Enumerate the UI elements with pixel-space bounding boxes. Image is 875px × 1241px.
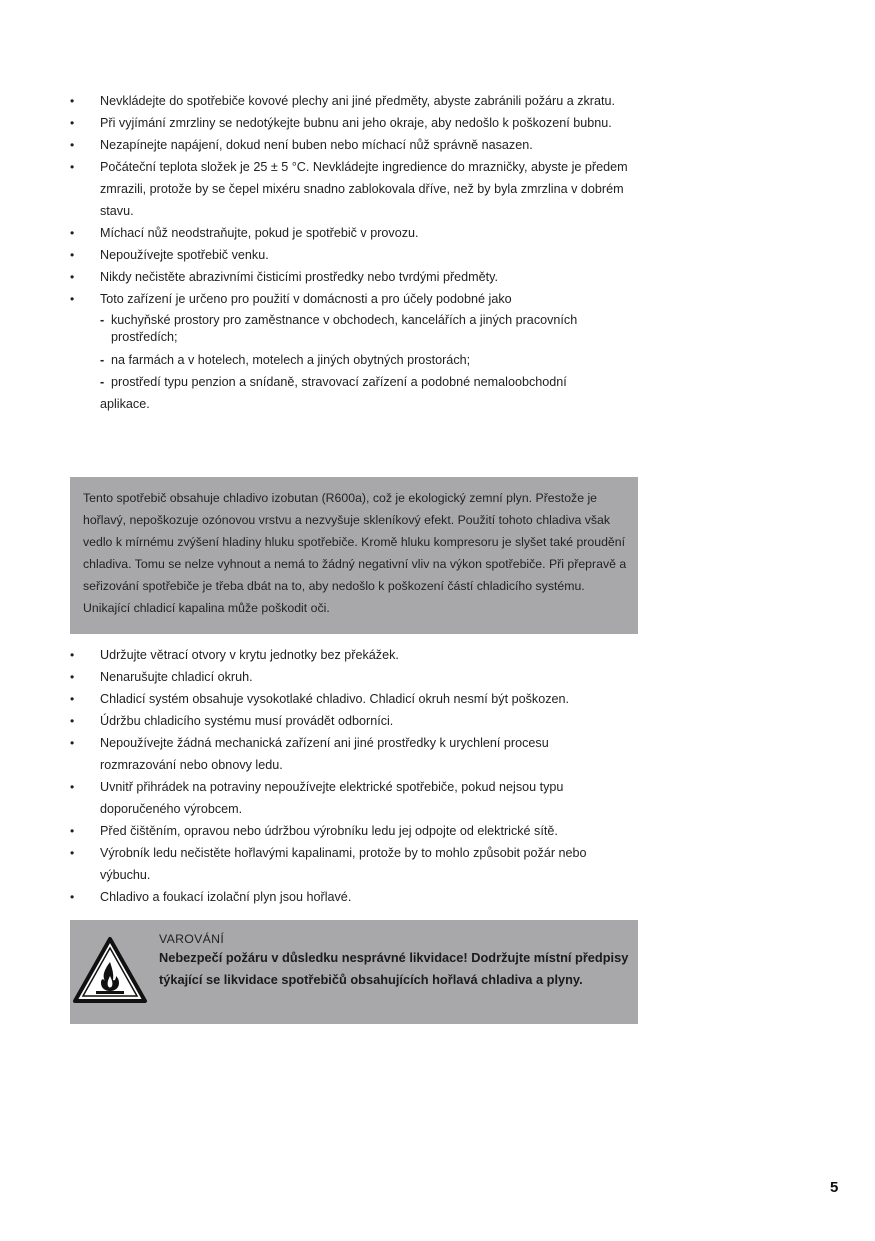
- dash: -: [100, 313, 105, 327]
- list-item-text: Nenarušujte chladicí okruh.: [100, 670, 253, 684]
- list-item-text: Před čištěním, opravou nebo údržbou výrobníku ledu jej odpojte od elektrické sítě.: [100, 824, 558, 838]
- safety-list-top: [70, 90, 640, 415]
- sub-list-trailing: aplikace.: [100, 397, 150, 411]
- list-item-text: Nepoužívejte spotřebič venku.: [100, 248, 269, 262]
- list-item-text: Při vyjímání zmrzliny se nedotýkejte bubnu ani jeho okraje, aby nedošlo k poškození bubnu.: [100, 116, 612, 130]
- bullet: •: [70, 138, 75, 152]
- sub-list-item: [100, 349, 640, 371]
- list-item: [70, 134, 640, 156]
- bullet: •: [70, 648, 75, 662]
- list-item: [70, 886, 640, 908]
- list-item: [70, 90, 630, 112]
- list-item-text: Počáteční teplota složek je 25 ± 5 °C. Nevkládejte ingredience do mrazničky, abyste je předem zmrazili, protože by se čepel mixéru snadno zablokovala dříve, než by byla zmrzlina v dobrém stavu.: [100, 160, 628, 218]
- bullet: •: [70, 714, 75, 728]
- list-item-text: Toto zařízení je určeno pro použití v domácnosti a pro účely podobné jako: [100, 292, 512, 306]
- usage-sublist: [100, 310, 640, 393]
- bullet: •: [70, 94, 75, 108]
- sub-item-text: kuchyňské prostory pro zaměstnance v obchodech, kancelářích a jiných pracovních prostředích;: [111, 313, 578, 344]
- refrigerant-info-text: Tento spotřebič obsahuje chladivo izobutan (R600a), což je ekologický zemní plyn. Přestože je hořlavý, nepoškozuje ozónovou vrstvu a nezvyšuje skleníkový efekt. Použití tohoto chladiva však vedlo k mírnému zvýšení hladiny hluku spotřebiče. Kromě hluku kompresoru je slyšet také proudění chladiva. Tomu se nelze vyhnout a nemá to žádný negativní vliv na výkon spotřebiče. Při přepravě a seřizování spotřebiče je třeba dbát na to, aby nedošlo k poškození částí chladicího systému. Unikající chladicí kapalina může poškodit oči.: [83, 491, 627, 615]
- bullet: •: [70, 160, 75, 174]
- list-item-text: Nevkládejte do spotřebiče kovové plechy ani jiné předměty, abyste zabránili požáru a zkratu.: [100, 94, 615, 108]
- list-item: [70, 288, 640, 415]
- bullet: •: [70, 736, 75, 750]
- sub-item-text: na farmách a v hotelech, motelech a jiných obytných prostorách;: [111, 353, 471, 367]
- bullet: •: [70, 846, 75, 860]
- list-item: [70, 732, 570, 776]
- bullet: •: [70, 890, 75, 904]
- list-item: [70, 156, 640, 222]
- list-item: [70, 666, 640, 688]
- list-item: [70, 710, 640, 732]
- list-item-text: Chladicí systém obsahuje vysokotlaké chladivo. Chladicí okruh nesmí být poškozen.: [100, 692, 570, 706]
- flammable-warning-icon: [72, 936, 148, 1004]
- list-item-text: Míchací nůž neodstraňujte, pokud je spotřebič v provozu.: [100, 226, 419, 240]
- list-item: [70, 842, 635, 886]
- bullet: •: [70, 226, 75, 240]
- bullet: •: [70, 780, 75, 794]
- list-item: [70, 266, 640, 288]
- sub-list-item: [100, 371, 640, 393]
- list-item: [70, 644, 640, 666]
- bullet: •: [70, 270, 75, 284]
- list-item: [70, 112, 615, 134]
- list-item: [70, 776, 630, 820]
- list-item-text: Údržbu chladicího systému musí provádět odborníci.: [100, 714, 394, 728]
- list-item-text: Nezapínejte napájení, dokud není buben nebo míchací nůž správně nasazen.: [100, 138, 533, 152]
- list-item: [70, 244, 640, 266]
- safety-list-bottom: [70, 644, 640, 908]
- dash: -: [100, 353, 105, 367]
- bullet: •: [70, 692, 75, 706]
- list-item-text: Uvnitř přihrádek na potraviny nepoužívejte elektrické spotřebiče, pokud nejsou typu doporučeného výrobcem.: [100, 780, 564, 816]
- list-item-text: Udržujte větrací otvory v krytu jednotky bez překážek.: [100, 648, 399, 662]
- warning-title: VAROVÁNÍ: [159, 932, 225, 946]
- bullet: •: [70, 116, 75, 130]
- fire-warning-box: [70, 920, 638, 1024]
- bullet: •: [70, 824, 75, 838]
- list-item-text: Výrobník ledu nečistěte hořlavými kapalinami, protože by to mohlo způsobit požár nebo výbuchu.: [100, 846, 587, 882]
- list-item-text: Chladivo a foukací izolační plyn jsou hořlavé.: [100, 890, 352, 904]
- list-item: [70, 222, 640, 244]
- list-item-text: Nepoužívejte žádná mechanická zařízení ani jiné prostředky k urychlení procesu rozmrazování nebo obnovy ledu.: [100, 736, 549, 772]
- refrigerant-info-box: [70, 477, 638, 634]
- list-item: [70, 688, 640, 710]
- dash: -: [100, 375, 105, 389]
- sub-list-item: [100, 310, 640, 349]
- warning-text: Nebezpečí požáru v důsledku nesprávné likvidace! Dodržujte místní předpisy týkající se likvidace spotřebičů obsahujících hořlavá chladiva a plyny.: [159, 950, 629, 987]
- list-item: [70, 820, 640, 842]
- bullet: •: [70, 670, 75, 684]
- bullet: •: [70, 248, 75, 262]
- sub-item-text: prostředí typu penzion a snídaně, stravovací zařízení a podobné nemaloobchodní: [111, 375, 567, 389]
- page-number: 5: [830, 1179, 839, 1196]
- list-item-text: Nikdy nečistěte abrazivními čisticími prostředky nebo tvrdými předměty.: [100, 270, 499, 284]
- bullet: •: [70, 292, 75, 306]
